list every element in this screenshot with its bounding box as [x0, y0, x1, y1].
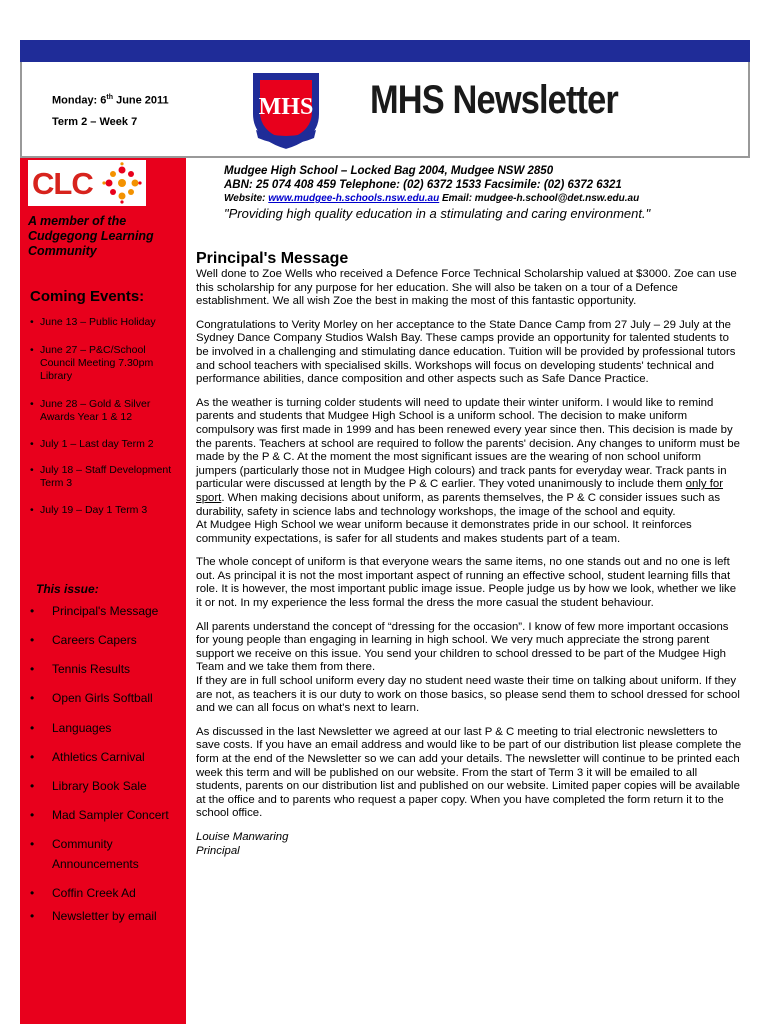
clc-logo — [28, 160, 146, 206]
issue-item[interactable]: • Principal's Message — [30, 601, 185, 621]
event-item: • June 27 – P&C/School Council Meeting 7.30pm Library — [30, 344, 180, 383]
school-address: Mudgee High School – Locked Bag 2004, Mudgee NSW 2850 — [224, 165, 554, 177]
issue-item[interactable]: • Mad Sampler Concert — [30, 805, 185, 825]
school-contact: ABN: 25 074 408 459 Telephone: (02) 6372 1533 Facsimile: (02) 6372 6321 — [224, 179, 622, 191]
school-motto: "Providing high quality education in a stimulating and caring environment." — [224, 206, 651, 221]
website-email-line — [224, 193, 639, 204]
paragraph: The whole concept of uniform is that everyone wears the same items, no one stands out and no one is left out. As principal it is not the most important aspect of running an effective school, student learning fills that role. It is however, the most important public image issue. People judge us by how we look, whether we like it or not. In my experience the less formal the dress the more casual the student behaviour. — [196, 556, 737, 610]
signature-title: Principal — [196, 844, 240, 857]
issue-item[interactable]: • Tennis Results — [30, 659, 185, 679]
clc-dots-icon — [100, 162, 144, 204]
header-color-bar — [20, 40, 750, 62]
event-item: • June 28 – Gold & Silver Awards Year 1 & 12 — [30, 398, 180, 424]
issue-date: Monday: 6th June 2011 — [52, 94, 169, 107]
issue-item[interactable]: • Athletics Carnival — [30, 747, 185, 767]
underlined-text: only for sport — [196, 478, 724, 504]
paragraph: Well done to Zoe Wells who received a Defence Force Technical Scholarship valued at $3000. Zoe can use this scholarship for any purpose for her education. She will also be taken on a tour of a Defence establishment. We all wish Zoe the best in making the most of this fantastic opportunity. — [196, 268, 737, 308]
term-week: Term 2 – Week 7 — [52, 116, 138, 128]
school-crest-logo — [246, 68, 326, 152]
event-item: • July 18 – Staff Development Term 3 — [30, 464, 180, 490]
principal-message-body — [196, 268, 744, 858]
this-issue-heading: This issue: — [36, 582, 99, 596]
paragraph: As the weather is turning colder students will need to update their winter uniform. I would like to remind parents and students that Mudgee High School is a uniform school. The decision to make uniform compulsory was first made in 1999 and has been renewed every year since then. This decision is made by the parents. Teachers at school are required to follow the parents' decision. Any changes to uniform must be made by the P & C. At the moment the most significant issues are the wearing of non school uniform jumpers (particularly those not in Mudgee High colours) and track pants for everyday wear. Track pants in particular were discussed at length by the P & C earlier. They voted unanimously to include them only for sport. When making decisions about uniform, as parents themselves, the P & C consider issues such as durability, safety in science labs and technology workshops, the image of the school and equity. — [196, 396, 740, 518]
member-text: A member of the Cudgegong Learning Community — [28, 214, 154, 258]
issue-item[interactable]: • Open Girls Softball — [30, 688, 185, 708]
issue-item[interactable]: • Languages — [30, 718, 185, 738]
issue-item[interactable]: • Careers Capers — [30, 630, 185, 650]
signature-name: Louise Manwaring — [196, 830, 289, 843]
paragraph: All parents understand the concept of “dressing for the occasion”. I know of few more important occasions for young people than engaging in learning in high school. We very much appreciate the strong parent support we receive on this issue. You send your children to school dressed to be part of the Mudgee High Team and we take them from there. — [196, 620, 729, 674]
website-link[interactable]: www.mudgee-h.schools.nsw.edu.au — [268, 193, 440, 204]
issue-item[interactable]: • Library Book Sale — [30, 776, 185, 796]
coming-events-heading: Coming Events: — [30, 288, 145, 305]
event-item: • July 19 – Day 1 Term 3 — [30, 504, 180, 517]
paragraph: If they are in full school uniform every day no student need waste their time on talking about uniform. If they are not, as teachers it is our duty to work on those basics, so please send them to school dressed for school and we can all focus on what's next to learn. — [196, 675, 740, 715]
website-label: Website: — [224, 193, 269, 204]
newsletter-title: MHS Newsletter — [370, 78, 618, 122]
clc-logo-text: CLC — [32, 166, 93, 201]
event-item: • July 1 – Last day Term 2 — [30, 438, 180, 451]
paragraph: At Mudgee High School we wear uniform because it demonstrates pride in our school. It reinforces community expectations, is safer for all students and makes students part of a team. — [196, 519, 692, 545]
issue-item[interactable]: • Newsletter by email — [30, 906, 185, 926]
issue-item[interactable]: • Coffin Creek Ad — [30, 883, 185, 903]
issue-item[interactable]: • Community Announcements — [30, 834, 185, 874]
email-text: Email: mudgee-h.school@det.nsw.edu.au — [439, 193, 640, 204]
paragraph: As discussed in the last Newsletter we agreed at our last P & C meeting to trial electronic newsletters to save costs. If you have an email address and would like to be part of our distribution list please complete the form at the end of the Newsletter so we can add your details. The newsletter will continue to be printed each week this term and will be published on our website. From the start of Term 3 it will be emailed to all students, parents on our distribution list and published on our website. Limited paper copies will be available at the office and to parents who request a paper copy. When you have completed the form return it to the school office. — [196, 725, 742, 820]
principal-message-heading: Principal's Message — [196, 250, 349, 267]
crest-letters: MHS — [258, 94, 314, 120]
paragraph: Congratulations to Verity Morley on her acceptance to the State Dance Camp from 27 July – 29 July at the Sydney Dance Company Studios Walsh Bay. These camps provide an opportunity for talented students to be involved in a challenging and stimulating dance education. Tuition will be provided by professional tutors and school teachers with specialised skills. Workshops will focus on developing students' technical and performance abilities, dance composition and other aspects such as Safe Dance Practice. — [196, 318, 736, 386]
event-item: • June 13 – Public Holiday — [30, 316, 180, 329]
